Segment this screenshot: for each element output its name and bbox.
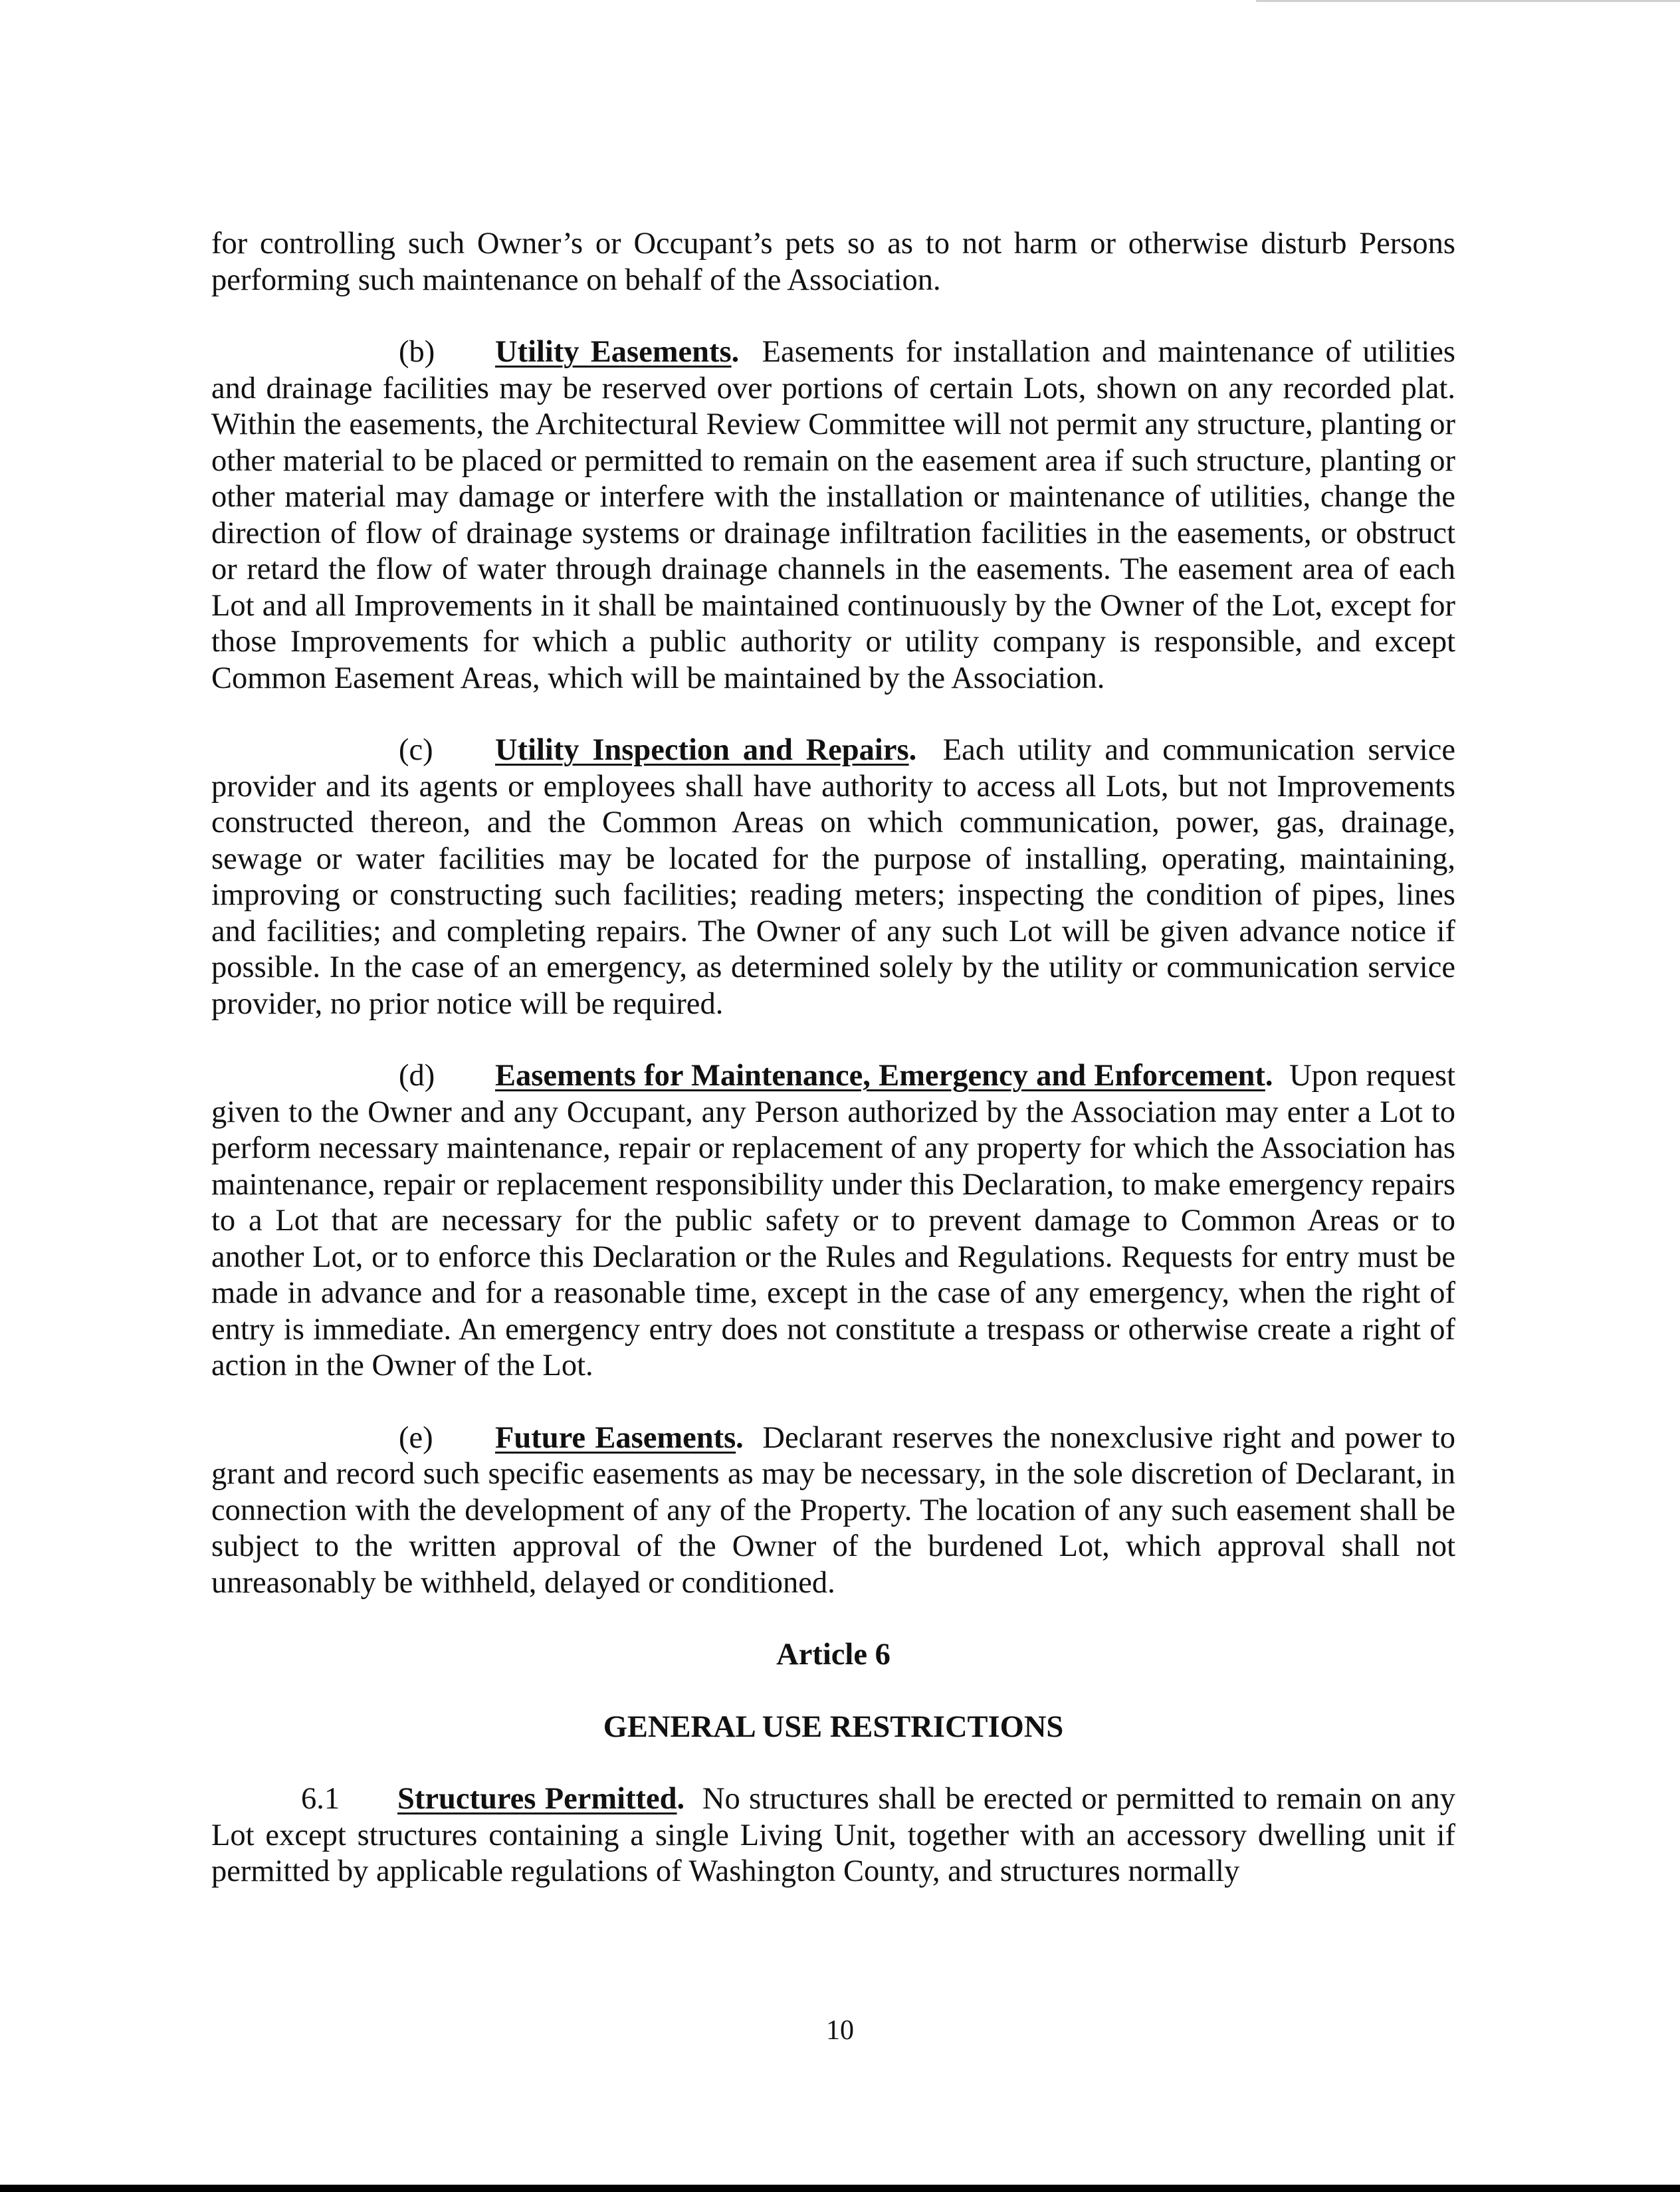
section-6-1 <box>211 1781 1455 1890</box>
subsection-label: (c) <box>399 733 433 767</box>
section-number: 6.1 <box>301 1782 340 1816</box>
scan-bottom-edge <box>0 2185 1680 2192</box>
subsection-e <box>211 1420 1455 1602</box>
subsection-body: Declarant reserves the nonexclusive right and power to grant and record such specific easements as may be necessary, in the sole discretion of Declarant, in connection with the development of any of the Property. The location of any such easement shall be subject to the written approval of the Owner of the burdened Lot, which approval shall not unreasonably be withheld, delayed or conditioned. <box>211 1420 1455 1600</box>
subsection-c <box>211 732 1455 1022</box>
subsection-body: Upon request given to the Owner and any Occupant, any Person authorized by the Association may enter a Lot to perform necessary maintenance, repair or replacement of any property for which the Association has maintenance, repair or replacement responsibility under this Declaration, to make emergency repairs to a Lot that are necessary for the public safety or to prevent damage to Common Areas or to another Lot, or to enforce this Declaration or the Rules and Regulations. Requests for entry must be made in advance and for a reasonable time, except in the case of any emergency, when the right of entry is immediate. An emergency entry does not constitute a trespass or otherwise create a right of action in the Owner of the Lot. <box>211 1059 1455 1382</box>
subsection-label: (d) <box>399 1059 435 1093</box>
document-page <box>211 226 1455 1890</box>
article-subtitle: GENERAL USE RESTRICTIONS <box>603 1709 1064 1744</box>
heading-period: . <box>1265 1059 1273 1093</box>
subsection-body: Each utility and communication service provider and its agents or employees shall have authority to access all Lots, but not Improvements constructed thereon, and the Common Areas on which communication, power, gas, drainage, sewage or water facilities may be located for the purpose of installing, operating, maintaining, improving or constructing such facilities; reading meters; inspecting the condition of pipes, lines and facilities; and completing repairs. The Owner of any such Lot will be given advance notice if possible. In the case of an emergency, as determined solely by the utility or communication service provider, no prior notice will be required. <box>211 733 1455 1021</box>
page-number: 10 <box>826 2015 854 2046</box>
subsection-b <box>211 334 1455 697</box>
subsection-label: (e) <box>399 1420 433 1455</box>
heading-period: . <box>736 1420 744 1455</box>
section-body: No structures shall be erected or permitted to remain on any Lot except structures containing a single Living Unit, together with an accessory dwelling unit if permitted by applicable regulations of Washington County, and structures normally <box>211 1782 1455 1888</box>
subsection-heading: Future Easements <box>495 1420 736 1455</box>
subsection-body: Easements for installation and maintenance of utilities and drainage facilities may be reserved over portions of certain Lots, shown on any recorded plat. Within the easements, the Architectural Review Committee will not permit any structure, planting or other material to be placed or permitted to remain on the easement area if such structure, planting or other material may damage or interfere with the installation or maintenance of utilities, change the direction of flow of drainage systems or drainage infiltration facilities in the easements, or obstruct or retard the flow of water through drainage channels in the easements. The easement area of each Lot and all Improvements in it shall be maintained continuously by the Owner of the Lot, except for those Improvements for which a public authority or utility company is responsible, and except Common Easement Areas, which will be maintained by the Association. <box>211 335 1455 695</box>
subsection-heading: Utility Inspection and Repairs <box>495 733 909 767</box>
subsection-heading: Easements for Maintenance, Emergency and Enforcement <box>495 1059 1265 1093</box>
subsection-d <box>211 1058 1455 1384</box>
article-title: Article 6 <box>776 1638 891 1672</box>
heading-period: . <box>908 733 917 767</box>
heading-period: . <box>677 1782 685 1816</box>
section-heading: Structures Permitted <box>397 1782 677 1816</box>
heading-period: . <box>731 335 740 369</box>
subsection-label: (b) <box>399 335 435 369</box>
intro-paragraph: for controlling such Owner’s or Occupant’s pets so as to not harm or otherwise disturb Persons performing such maintenance on behalf of the Association. <box>211 227 1455 297</box>
scan-top-edge <box>1256 0 1680 2</box>
subsection-heading: Utility Easements <box>495 335 732 369</box>
